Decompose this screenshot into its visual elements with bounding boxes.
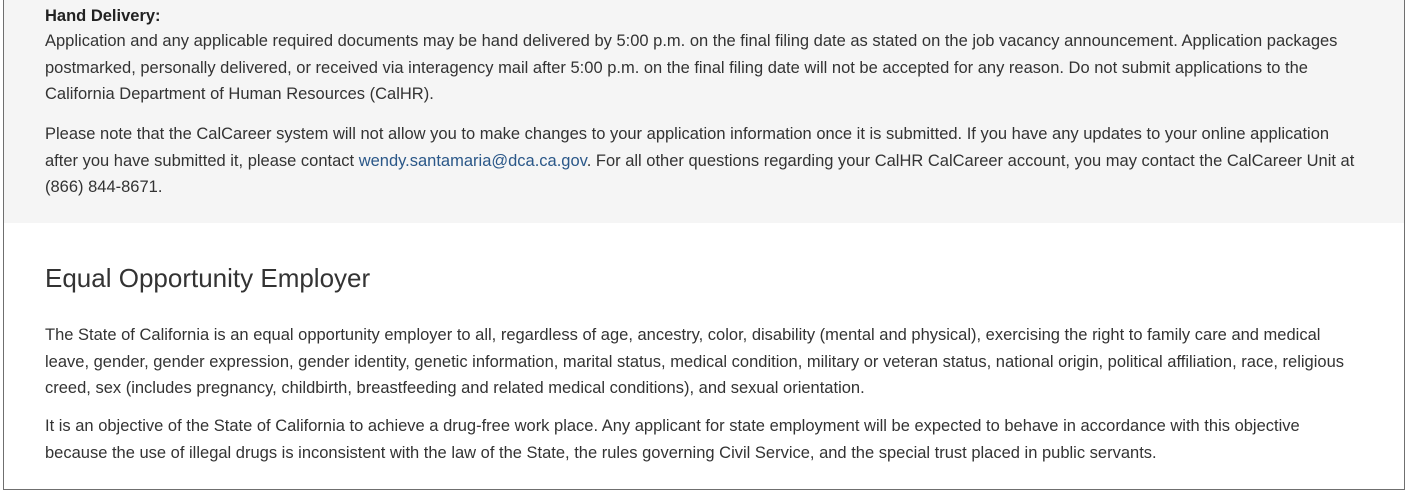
application-instructions-section [4, 0, 1404, 223]
contact-email-link[interactable]: wendy.santamaria@dca.ca.gov [358, 151, 587, 170]
drug-free-block [45, 413, 1355, 466]
equal-opportunity-paragraph: The State of California is an equal opportunity employer to all, regardless of age, ancestry, color, disability (mental and physical), exercising the right to family care and medical leave, gender, gender expression, gender identity, genetic information, marital status, medical condition, military or veteran status, national origin, political affiliation, race, religious creed, sex (includes pregnancy, childbirth, breastfeeding and related medical conditions), and sexual orientation. [45, 326, 1344, 397]
equal-opportunity-title-block [45, 262, 1355, 294]
drug-free-paragraph: It is an objective of the State of California to achieve a drug-free work place. Any applicant for state employment will be expected to behave in accordance with this objective because the use of illegal drugs is inconsistent with the law of the State, the rules governing Civil Service, and the special trust placed in public servants. [45, 417, 1300, 462]
hand-delivery-paragraph: Application and any applicable required documents may be hand delivered by 5:00 p.m. on the final filing date as stated on the job vacancy announcement. Application packages postmarked, personally delivered, or received via interagency mail after 5:00 p.m. on the final filing date will not be accepted for any reason. Do not submit applications to the California Department of Human Resources (CalHR). [45, 32, 1338, 103]
note-text-before-link: Please note that the CalCareer system will not allow you to make changes to your application information once it is submitted. If you have any updates to your online application after you have submitted it, please contact [45, 125, 1330, 170]
hand-delivery-heading: Hand Delivery: [45, 7, 161, 25]
equal-opportunity-title: Equal Opportunity Employer [45, 263, 371, 293]
page-frame [3, 0, 1405, 490]
hand-delivery-block [45, 6, 1355, 108]
equal-opportunity-section [4, 223, 1404, 490]
account-note-paragraph [45, 121, 1355, 201]
account-note-block [45, 121, 1355, 201]
note-text-after-link: . For all other questions regarding your CalHR CalCareer account, you may contact the CalCareer Unit at (866) 844-8671. [45, 151, 1355, 196]
equal-opportunity-block [45, 322, 1355, 402]
